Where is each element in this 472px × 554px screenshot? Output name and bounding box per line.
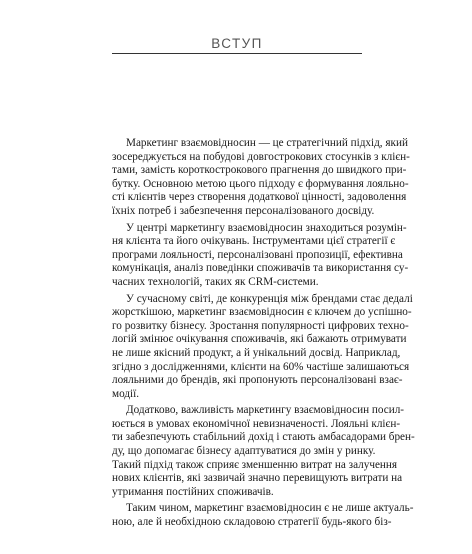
text-line: логій змінює очікування споживачів, які бажають отримувати: [112, 333, 407, 346]
text-line: У сучасному світі, де конкуренція між брендами стає дедалі: [126, 292, 413, 305]
text-line: Додатково, важливість маркетингу взаємовідносин посил-: [126, 404, 405, 417]
paragraph: [112, 137, 410, 219]
paragraph: [112, 292, 413, 402]
text-line: сті клієнтів через створення додаткової цінності, задоволення: [112, 191, 407, 204]
text-line: жорсткішою, маркетинг взаємовідносин є ключем до успішно-: [112, 306, 412, 319]
text-line: ти забезпечують стабільний дохід і стають амбасадорами брен-: [112, 431, 415, 444]
text-line: ною, але й необхідною складовою стратегії будь-якого біз-: [112, 516, 392, 529]
paragraph: [112, 221, 409, 290]
text-line: юється в умовах економічної невизначеності. Лояльні клієн-: [112, 417, 401, 430]
text-line: програми лояльності, персоналізовані пропозиції, ефективна: [112, 248, 403, 261]
text-line: У центрі маркетингу взаємовідносин знаходиться розумін-: [126, 221, 407, 234]
text-line: ня клієнта та його очікувань. Інструментами цієї стратегії є: [112, 235, 396, 248]
header-rule: [112, 53, 362, 54]
text-line: їхніх потреб і забезпечення персоналізованого досвіду.: [112, 204, 375, 217]
text-line: лояльними до брендів, які пропонують персоналізовані взає-: [112, 374, 403, 387]
text-line: тами, замість короткострокового прагнення до швидкого при-: [112, 164, 407, 177]
paragraph: [112, 502, 414, 529]
text-line: часних технологій, таких як CRM-системи.: [112, 275, 319, 288]
text-line: ду, що допомагає бізнесу адаптуватися до змін у ринку.: [112, 445, 376, 458]
chapter-title: ВСТУП: [211, 36, 263, 51]
text-line: утримання постійних споживачів.: [112, 485, 274, 498]
paragraph: [112, 404, 415, 499]
text-line: Маркетинг взаємовідносин — це стратегічний підхід, який: [126, 137, 408, 149]
text-line: нових клієнтів, які зазвичай значно перевищують витрати на: [112, 472, 403, 485]
text-line: бутку. Основною метою цього підходу є формування лояльно-: [112, 177, 409, 190]
text-line: го розвитку бізнесу. Зростання популярності цифрових техно-: [112, 319, 409, 332]
text-line: Такий підхід також сприяє зменшенню витрат на залучення: [112, 458, 398, 471]
text-line: Таким чином, маркетинг взаємовідносин є не лише актуаль-: [126, 502, 414, 515]
text-line: згідно з дослідженнями, клієнти на 60% частіше залишаються: [112, 360, 410, 373]
text-line: зосереджується на побудові довгострокових стосунків з клієн-: [112, 150, 410, 163]
text-line: модії.: [112, 387, 140, 400]
text-line: не лише якісний продукт, а й унікальний досвід. Наприклад,: [112, 346, 401, 359]
body-text: [112, 137, 415, 533]
text-line: комунікація, аналіз поведінки споживачів та використання су-: [112, 262, 409, 275]
